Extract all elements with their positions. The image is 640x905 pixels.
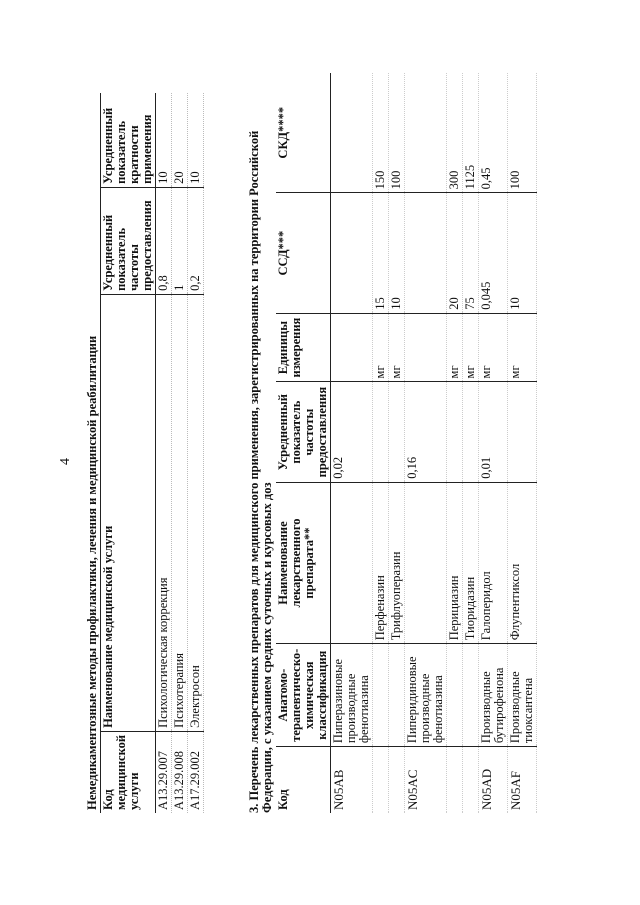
service-frequency: 0,8 (156, 187, 172, 294)
drug-unit: мг (373, 313, 389, 382)
col-header-code: Код (276, 747, 331, 813)
service-code: A13.29.007 (156, 731, 172, 813)
service-code: A13.29.008 (172, 731, 188, 813)
col-header-drug-name: Наименование лекарственного препарата** (276, 482, 331, 644)
table-row (463, 73, 479, 813)
col-header-frequency: Усредненный показатель частоты предоставления (276, 382, 331, 482)
group-frequency: 0,02 (331, 382, 373, 482)
table-row (331, 73, 373, 813)
table-row (508, 73, 537, 813)
col-header-ssd: ССД*** (276, 193, 331, 313)
col-header-atc: Анатомо-терапевтическо-химическая классификация (276, 644, 331, 747)
col-header-multiplicity: Усредненный показатель кратности применения (101, 93, 156, 187)
atc-group-name: Производные бутирофенона (479, 644, 508, 747)
atc-code: N05AC (405, 747, 447, 813)
drug-unit: мг (447, 313, 463, 382)
table-row (156, 93, 172, 813)
section-2-title: Немедикаментозные методы профилактики, лечения и медицинской реабилитации (85, 93, 101, 813)
drug-name: Трифлуоперазин (389, 482, 405, 644)
table-row (172, 93, 188, 813)
service-multiplicity: 20 (172, 93, 188, 187)
drug-name: Тиоридазин (463, 482, 479, 644)
col-header-code: Код медицинской услуги (101, 731, 156, 813)
table-row (447, 73, 463, 813)
drug-ssd: 20 (447, 193, 463, 313)
atc-code: N05AB (331, 747, 373, 813)
col-header-frequency: Усредненный показатель частоты предоставления (101, 187, 156, 294)
group-frequency: 0,01 (479, 382, 508, 482)
service-frequency: 1 (172, 187, 188, 294)
atc-group-name: Пиперазиновые производные фенотиазина (331, 644, 373, 747)
drug-skd: 300 (447, 73, 463, 193)
service-name: Электросон (188, 294, 204, 731)
drug-ssd: 10 (389, 193, 405, 313)
drug-skd: 100 (389, 73, 405, 193)
drug-ssd: 0,045 (479, 193, 508, 313)
table-row (389, 73, 405, 813)
service-frequency: 0,2 (188, 187, 204, 294)
drug-name: Перфеназин (373, 482, 389, 644)
section-3-title: 3. Перечень лекарственных препаратов для медицинского применения, зарегистрированных на территории Российской Федерации, с указанием средних суточных и курсовых доз (247, 130, 274, 813)
service-multiplicity: 10 (188, 93, 204, 187)
rehab-services-table (85, 93, 204, 813)
col-header-service-name: Наименование медицинской услуги (101, 294, 156, 731)
service-multiplicity: 10 (156, 93, 172, 187)
drug-skd: 150 (373, 73, 389, 193)
table-row (405, 73, 447, 813)
atc-group-name: Пиперидиновые производные фенотиазина (405, 644, 447, 747)
drugs-table (276, 73, 537, 813)
atc-code: N05AD (479, 747, 508, 813)
group-frequency: 0,16 (405, 382, 447, 482)
page-number: 4 (58, 458, 73, 465)
drug-unit: мг (389, 313, 405, 382)
drug-unit: мг (508, 313, 537, 382)
col-header-units: Единицы измерения (276, 313, 331, 382)
drug-unit: мг (479, 313, 508, 382)
drug-name: Перициазин (447, 482, 463, 644)
atc-code: N05AF (508, 747, 537, 813)
table-row (479, 73, 508, 813)
drug-skd: 0,45 (479, 73, 508, 193)
drug-ssd: 75 (463, 193, 479, 313)
service-name: Психологическая коррекция (156, 294, 172, 731)
drug-ssd: 10 (508, 193, 537, 313)
drug-ssd: 15 (373, 193, 389, 313)
col-header-skd: СКД**** (276, 73, 331, 193)
drug-skd: 100 (508, 73, 537, 193)
drug-unit: мг (463, 313, 479, 382)
table-row (373, 73, 389, 813)
atc-group-name: Производные тиоксантена (508, 644, 537, 747)
service-name: Психотерапия (172, 294, 188, 731)
service-code: A17.29.002 (188, 731, 204, 813)
drug-name: Флупентиксол (508, 482, 537, 644)
table-row (188, 93, 204, 813)
drug-skd: 1125 (463, 73, 479, 193)
drug-name: Галоперидол (479, 482, 508, 644)
